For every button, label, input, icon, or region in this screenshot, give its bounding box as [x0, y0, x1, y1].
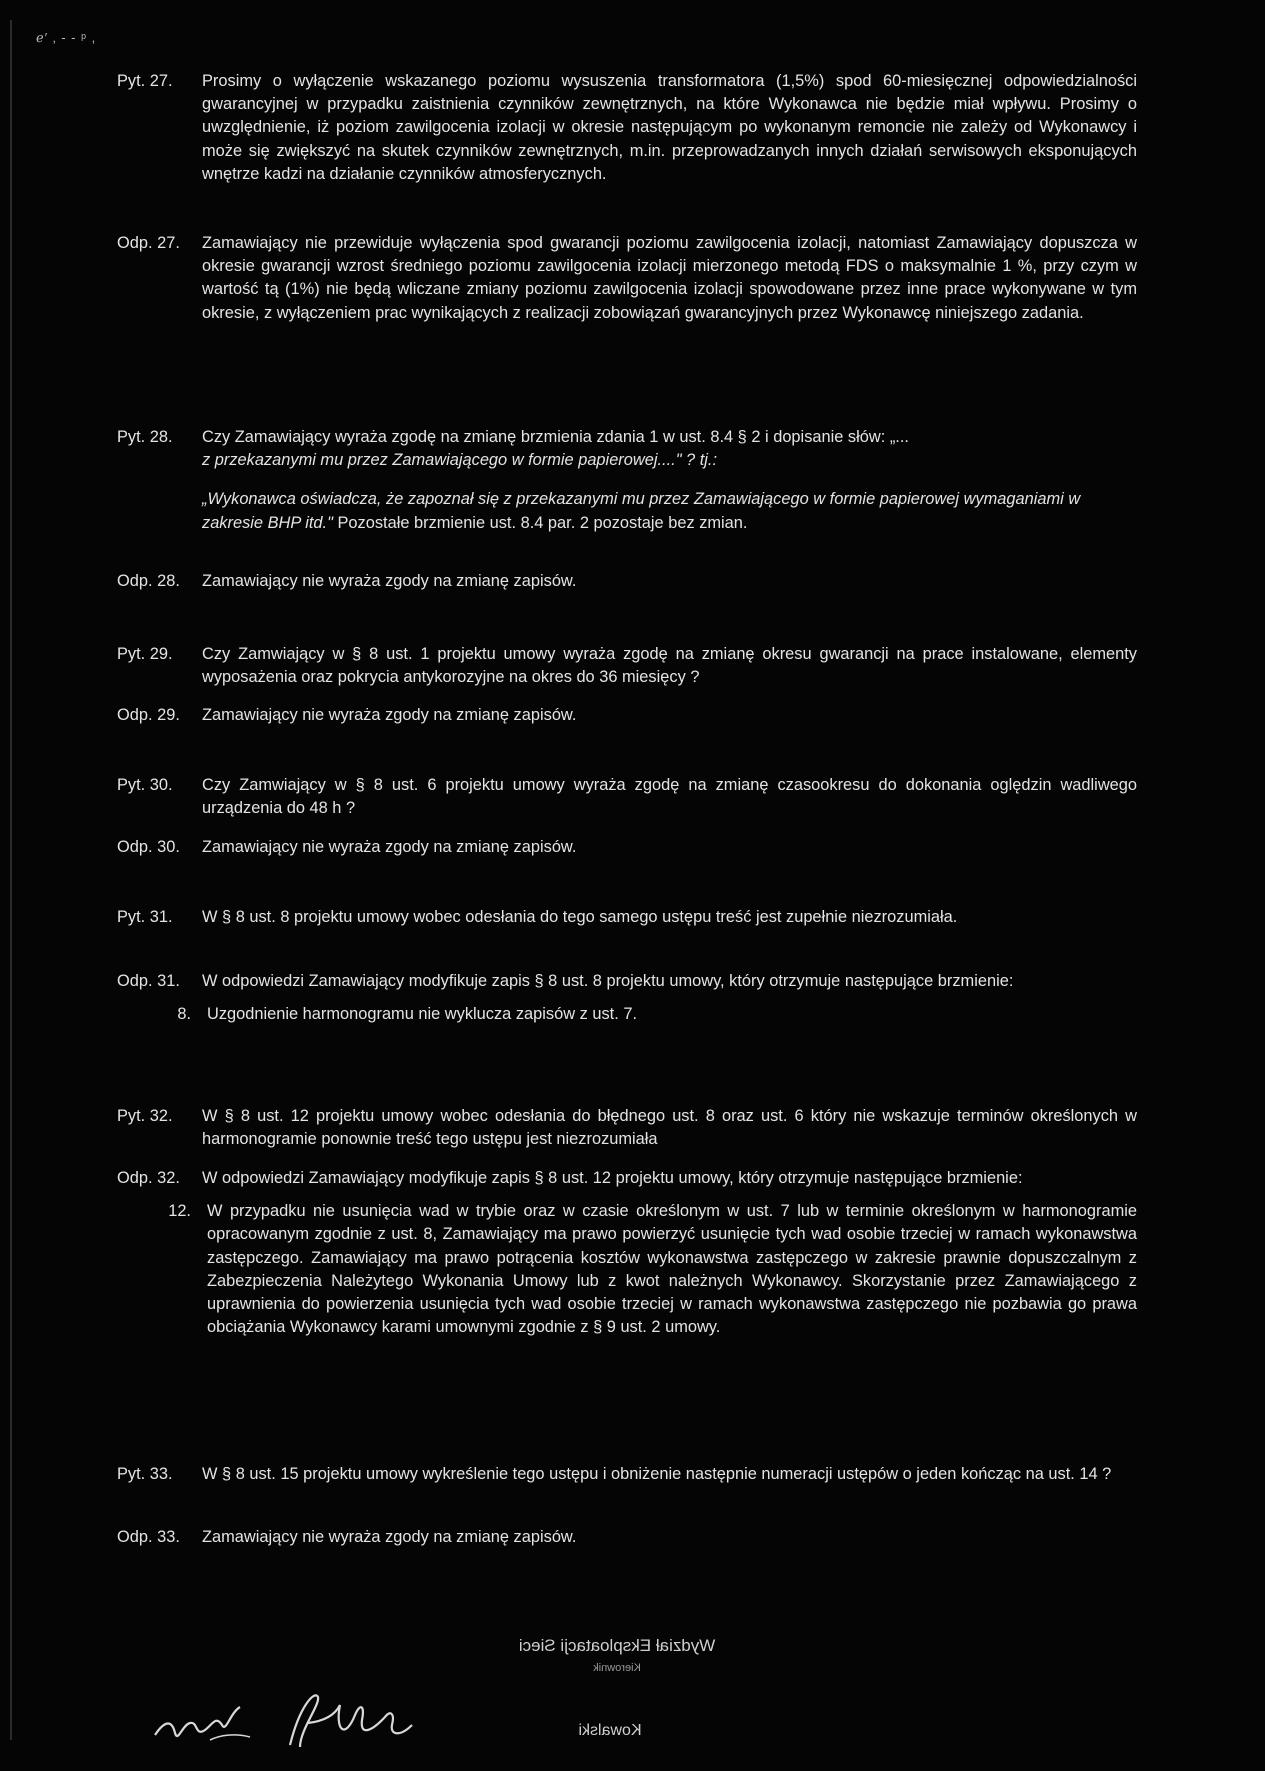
- answer-label: Odp. 31.: [117, 972, 180, 990]
- stamp: [487, 1636, 747, 1674]
- question-27: [117, 70, 1137, 186]
- question-text: W § 8 ust. 12 projektu umowy wobec odesłania do błędnego ust. 8 oraz ust. 6 który nie wskazuje terminów określonych w harmonogramie ponownie treść tego ustępu jest niezrozumiała: [202, 1107, 1137, 1149]
- answer-label: Odp. 28.: [117, 572, 180, 590]
- answer-text: Zamawiający nie przewiduje wyłączenia spod gwarancji poziomu zawilgocenia izolacji, natomiast Zamawiający dopuszcza w okresie gwarancji wzrost średniego poziomu zawilgocenia izolacji mierzonego metodą FDS o maksymalnie 1 %, przy czym w wartość tą (1%) nie będą wliczane zmiany poziomu zawilgocenia izolacji spowodowane przez inne prace wykonywane w tym okresie, z wyłączeniem prac wynikających z realizacji zobowiązań gwarancyjnych przez Wykonawcę niniejszego zadania.: [202, 234, 1137, 322]
- answer-29: [117, 704, 1137, 727]
- question-30: [117, 774, 1137, 820]
- answer-label: Odp. 30.: [117, 838, 180, 856]
- question-32: [117, 1105, 1137, 1151]
- modified-clause: [117, 1003, 1137, 1026]
- answer-32: [117, 1167, 1137, 1339]
- answer-31: [117, 970, 1137, 1026]
- question-label: Pyt. 31.: [117, 908, 173, 926]
- answer-text: Zamawiający nie wyraża zgody na zmianę zapisów.: [202, 706, 577, 724]
- question-text: Czy Zamwiający w § 8 ust. 1 projektu umowy wyraża zgodę na zmianę okresu gwarancji na prace instalowane, elementy wyposażenia oraz pokrycia antykorozyjne na okres do 36 miesięcy ?: [202, 645, 1137, 687]
- question-text-italic: z przekazanymi mu przez Zamawiającego w formie papierowej...." ? tj.:: [202, 451, 718, 470]
- answer-text: Zamawiający nie wyraża zgody na zmianę zapisów.: [202, 838, 577, 856]
- clause-text: W przypadku nie usunięcia wad w trybie oraz w czasie określonym w ust. 7 lub w terminie określonym w harmonogramie opracowanym zgodnie z ust. 8, Zamawiający ma prawo powierzyć usunięcie tych wad osobie trzeciej w ramach wykonawstwa zastępczego. Zamawiający ma prawo potrącenia kosztów wykonawstwa zastępczego w zakresie prawnie dopuszczalnym z Zabezpieczenia Należytego Wykonania Umowy lub z kwot należnych Wykonawcy. Skorzystanie przez Zamawiającego z uprawnienia do powierzenia usunięcia tych wad osobie trzeciej w ramach wykonawstwa zastępczego nie pozbawia go prawa obciążania Wykonawcy karami umownymi zgodnie z § 9 ust. 2 umowy.: [207, 1202, 1137, 1337]
- question-29: [117, 643, 1137, 689]
- question-28: [117, 426, 1137, 535]
- question-text: W § 8 ust. 8 projektu umowy wobec odesłania do tego samego ustępu treść jest zupełnie niezrozumiała.: [202, 908, 958, 926]
- answer-27: [117, 232, 1137, 325]
- corner-mark: ℯ′ ‚ - - ᵖ ,: [36, 30, 97, 45]
- answer-label: Odp. 32.: [117, 1169, 180, 1187]
- answer-text: Zamawiający nie wyraża zgody na zmianę zapisów.: [202, 572, 577, 590]
- modified-clause: [117, 1200, 1137, 1339]
- question-31: [117, 906, 1137, 929]
- question-label: Pyt. 29.: [117, 645, 173, 663]
- question-text: Czy Zamwiający w § 8 ust. 6 projektu umowy wyraża zgodę na zmianę czasookresu do dokonania oględzin wadliwego urządzenia do 48 h ?: [202, 776, 1137, 818]
- answer-text: W odpowiedzi Zamawiający modyfikuje zapis § 8 ust. 8 projektu umowy, który otrzymuje następujące brzmienie:: [202, 972, 1014, 990]
- answer-text: Zamawiający nie wyraża zgody na zmianę zapisów.: [202, 1528, 577, 1546]
- quote-italic: „Wykonawca oświadcza, że zapoznał się z przekazanymi mu przez Zamawiającego w formie papierowej wymaganiami w zakresie BHP itd.": [202, 490, 1081, 532]
- answer-28: [117, 570, 1137, 593]
- question-33: [117, 1463, 1137, 1486]
- question-label: Pyt. 30.: [117, 776, 173, 794]
- stamp-name: Kowalski: [578, 1722, 642, 1739]
- answer-label: Odp. 29.: [117, 706, 180, 724]
- clause-number: 8.: [177, 1005, 191, 1024]
- answer-text: W odpowiedzi Zamawiający modyfikuje zapis § 8 ust. 12 projektu umowy, który otrzymuje następujące brzmienie:: [202, 1169, 1023, 1187]
- question-label: Pyt. 32.: [117, 1107, 173, 1125]
- stamp-line-2: Kierownik: [593, 1662, 641, 1674]
- question-label: Pyt. 28.: [117, 428, 173, 446]
- clause-text: Uzgodnienie harmonogramu nie wyklucza zapisów z ust. 7.: [207, 1005, 638, 1024]
- answer-label: Odp. 27.: [117, 234, 180, 252]
- answer-33: [117, 1526, 1137, 1549]
- question-label: Pyt. 33.: [117, 1465, 173, 1483]
- question-text: W § 8 ust. 15 projektu umowy wykreślenie tego ustępu i obniżenie następnie numeracji ustępów o jeden kończąc na ust. 14 ?: [202, 1465, 1112, 1483]
- quoted-proposal: [202, 488, 1137, 534]
- quote-rest: Pozostałe brzmienie ust. 8.4 par. 2 pozostaje bez zmian.: [332, 513, 748, 532]
- scan-edge: [10, 20, 12, 1740]
- stamp-line-1: Wydział Eksploatacji Sieci: [518, 1636, 716, 1655]
- question-label: Pyt. 27.: [117, 72, 173, 90]
- handwritten-signature: [150, 1685, 460, 1755]
- question-text: Prosimy o wyłączenie wskazanego poziomu wysuszenia transformatora (1,5%) spod 60-miesięcznej odpowiedzialności gwarancyjnej w przypadku zaistnienia czynników zewnętrznych, na które Wykonawca nie będzie miał wpływu. Prosimy o uwzględnienie, iż poziom zawilgocenia izolacji w okresie następującym po wykonanym remoncie nie zależy od Wykonawcy i może się zwiększyć na skutek czynników zewnętrznych, m.in. przeprowadzanych innych działań serwisowych eksponujących wnętrze kadzi na działanie czynników atmosferycznych.: [202, 72, 1137, 183]
- question-text: Czy Zamawiający wyraża zgodę na zmianę brzmienia zdania 1 w ust. 8.4 § 2 i dopisanie słów: „...: [202, 428, 909, 446]
- answer-30: [117, 836, 1137, 859]
- clause-number: 12.: [168, 1202, 191, 1221]
- answer-label: Odp. 33.: [117, 1528, 180, 1546]
